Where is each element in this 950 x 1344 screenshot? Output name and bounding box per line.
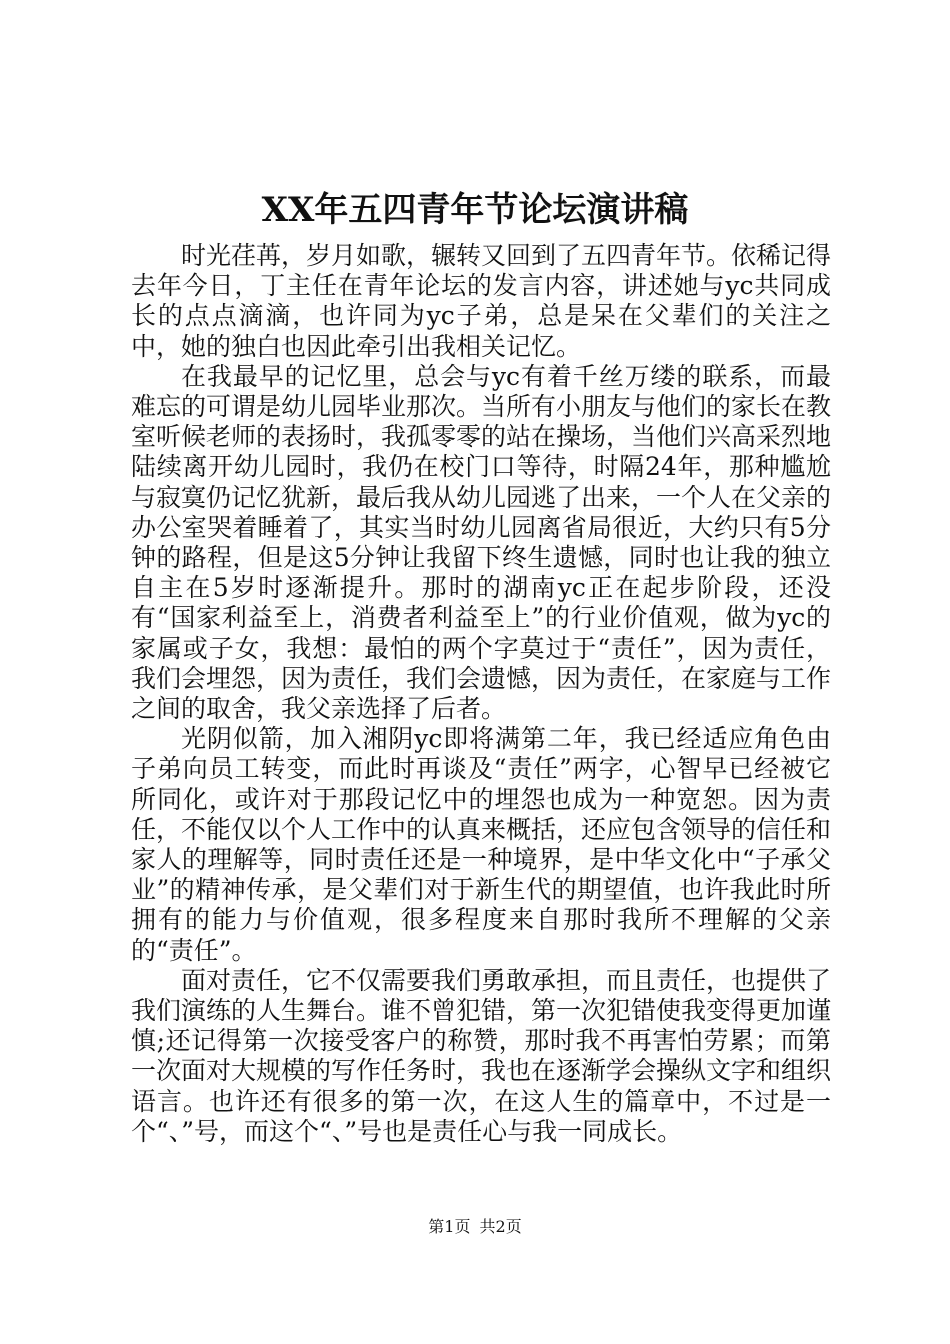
paragraph-1: 时光荏苒，岁月如歌，辗转又回到了五四青年节。依稀记得去年今日，丁主任在青年论坛的发言内容，讲述她与yc共同成长的点点滴滴，也许同为yc子弟，总是呆在父辈们的关注之中，她的独白也因此牵引出我相关记忆。 xyxy=(131,241,832,361)
page-count: 共2页 xyxy=(479,1217,522,1236)
paragraph-4: 面对责任，它不仅需要我们勇敢承担，而且责任，也提供了我们演练的人生舞台。谁不曾犯错，第一次犯错使我变得更加谨慎;还记得第一次接受客户的称赞，那时我不再害怕劳累；而第一次面对大规模的写作任务时，我也在逐渐学会操纵文字和组织语言。也许还有很多的第一次，在这人生的篇章中，不过是一个“、”号，而这个“、”号也是责任心与我一同成长。 xyxy=(131,965,832,1146)
page-number: 第1页 xyxy=(428,1217,471,1236)
paragraph-3: 光阴似箭，加入湘阴yc即将满第二年，我已经适应角色由子弟向员工转变，而此时再谈及“责任”两字，心智早已经被它所同化，或许对于那段记忆中的埋怨也成为一种宽恕。因为责任，不能仅以个人工作中的认真来概括，还应包含领导的信任和家人的理解等，同时责任还是一种境界，是中华文化中“子承父业”的精神传承，是父辈们对于新生代的期望值，也许我此时所拥有的能力与价值观，很多程度来自那时我所不理解的父亲的“责任”。 xyxy=(131,724,832,965)
page-title: XX年五四青年节论坛演讲稿 xyxy=(261,190,689,230)
document-body xyxy=(131,241,831,1147)
page-footer xyxy=(0,1216,950,1238)
paragraph-2: 在我最早的记忆里，总会与yc有着千丝万缕的联系，而最难忘的可谓是幼儿园毕业那次。当所有小朋友与他们的家长在教室听候老师的表扬时，我孤零零的站在操场，当他们兴高采烈地陆续离开幼儿园时，我仍在校门口等待，时隔24年，那种尴尬与寂寞仍记忆犹新，最后我从幼儿园逃了出来，一个人在父亲的办公室哭着睡着了，其实当时幼儿园离省局很近，大约只有5分钟的路程，但是这5分钟让我留下终生遗憾，同时也让我的独立自主在5岁时逐渐提升。那时的湖南yc正在起步阶段，还没有“国家利益至上，消费者利益至上”的行业价值观，做为yc的家属或子女，我想：最怕的两个字莫过于“责任”，因为责任，我们会埋怨，因为责任，我们会遗憾，因为责任，在家庭与工作之间的取舍，我父亲选择了后者。 xyxy=(131,361,832,724)
